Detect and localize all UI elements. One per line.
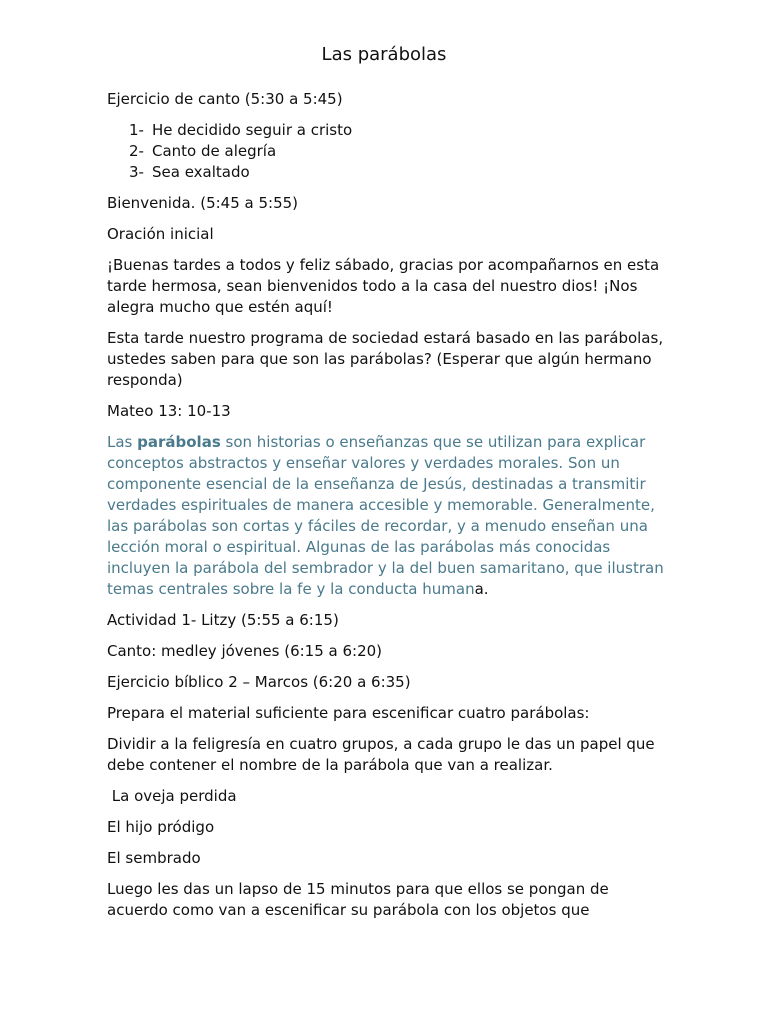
- greeting-paragraph: ¡Buenas tardes a todos y feliz sábado, gracias por acompañarnos en esta tarde hermosa, sean bienvenidos todo a la casa del nuestro dios! ¡Nos alegra mucho que estén aquí!: [107, 256, 660, 316]
- divide-paragraph: Dividir a la feligresía en cuatro grupos, a cada grupo le das un papel que debe contener el nombre de la parábola que van a realizar.: [107, 735, 655, 774]
- document-title: Las parábolas: [321, 44, 447, 65]
- song-list: [107, 120, 668, 183]
- exercise-heading: Ejercicio bíblico 2 – Marcos (6:20 a 6:35): [107, 673, 411, 691]
- definition-body: son historias o enseñanzas que se utilizan para explicar conceptos abstractos y enseñar valores y verdades morales. Son un componente esencial de la enseñanza de Jesús, destinadas a transmitir verdades espirituales de manera accesible y memorable. Generalmente, las parábolas son cortas y fáciles de recordar, y a menudo enseñan una lección moral o espiritual. Algunas de las parábolas más conocidas incluyen la parábola del sembrador y la del buen samaritano, que ilustran temas centrales sobre la fe y la conducta human: [107, 433, 664, 598]
- parable-item: El hijo pródigo: [107, 818, 215, 836]
- bible-reference: Mateo 13: 10-13: [107, 402, 231, 420]
- prepare-paragraph: Prepara el material suficiente para escenificar cuatro parábolas:: [107, 704, 590, 722]
- parable-item: La oveja perdida: [107, 787, 237, 805]
- list-item: [129, 141, 668, 162]
- parable-item: El sembrado: [107, 849, 201, 867]
- list-item-text: Sea exaltado: [152, 163, 250, 181]
- list-item-number: 2-: [129, 142, 144, 160]
- list-item-number: 3-: [129, 163, 144, 181]
- list-item: [129, 162, 668, 183]
- song-heading: Canto: medley jóvenes (6:15 a 6:20): [107, 642, 383, 660]
- definition-tail: a.: [474, 580, 489, 598]
- intro-paragraph: Esta tarde nuestro programa de sociedad estará basado en las parábolas, ustedes saben para que son las parábolas? (Esperar que algún hermano responda): [107, 329, 664, 389]
- activity-heading: Actividad 1- Litzy (5:55 a 6:15): [107, 611, 339, 629]
- definition-keyword: parábolas: [137, 433, 221, 451]
- definition-prefix: Las: [107, 433, 138, 451]
- list-item-number: 1-: [129, 121, 144, 139]
- list-item: [129, 120, 668, 141]
- definition-paragraph: [107, 432, 668, 600]
- closing-paragraph: Luego les das un lapso de 15 minutos para que ellos se pongan de acuerdo como van a escenificar su parábola con los objetos que: [107, 880, 609, 919]
- welcome-heading: Bienvenida. (5:45 a 5:55): [107, 194, 299, 212]
- prayer-heading: Oración inicial: [107, 225, 214, 243]
- list-item-text: He decidido seguir a cristo: [152, 121, 353, 139]
- section-song-exercise: Ejercicio de canto (5:30 a 5:45): [107, 90, 343, 108]
- list-item-text: Canto de alegría: [152, 142, 277, 160]
